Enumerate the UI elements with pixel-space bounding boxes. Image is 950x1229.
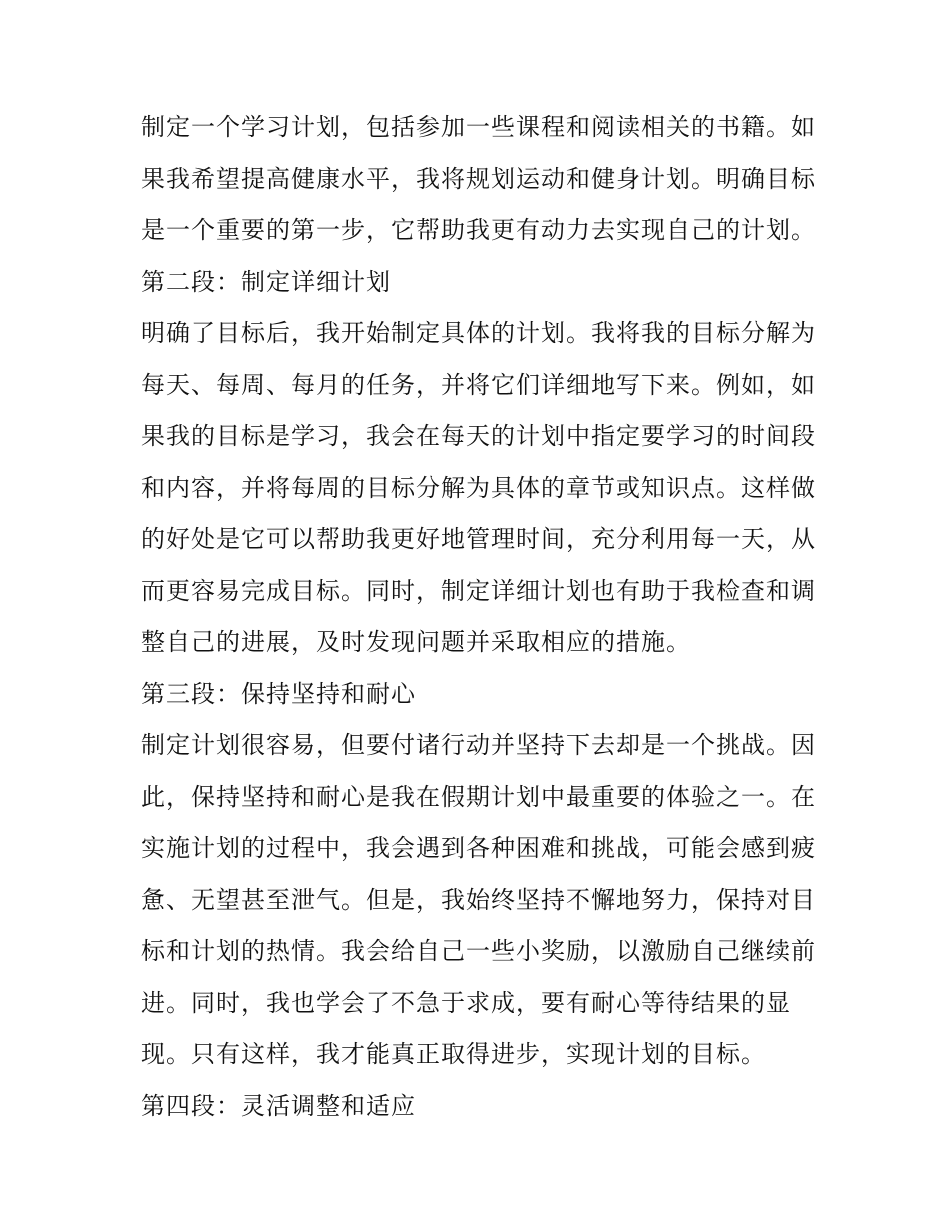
text-line: 整自己的进展，及时发现问题并采取相应的措施。	[141, 628, 691, 656]
document-body	[141, 102, 821, 1132]
text-line: 制定一个学习计划，包括参加一些课程和阅读相关的书籍。如	[141, 113, 816, 141]
text-line: 标和计划的热情。我会给自己一些小奖励，以激励自己继续前	[141, 937, 816, 965]
text-line: 此，保持坚持和耐心是我在假期计划中最重要的体验之一。在	[141, 782, 816, 811]
text-line: 制定计划很容易，但要付诸行动并坚持下去却是一个挑战。因	[141, 731, 816, 759]
text-line: 的好处是它可以帮助我更好地管理时间，充分利用每一天，从	[141, 525, 816, 553]
section-heading-2: 第二段：制定详细计划	[141, 267, 391, 296]
text-line: 惫、无望甚至泄气。但是，我始终坚持不懈地努力，保持对目	[141, 885, 816, 914]
section-heading-4: 第四段：灵活调整和适应	[141, 1091, 416, 1120]
text-line: 现。只有这样，我才能真正取得进步，实现计划的目标。	[141, 1040, 766, 1068]
text-line: 和内容，并将每周的目标分解为具体的章节或知识点。这样做	[141, 473, 816, 502]
text-line: 进。同时，我也学会了不急于求成，要有耐心等待结果的显	[141, 988, 791, 1017]
text-line: 每天、每周、每月的任务，并将它们详细地写下来。例如，如	[141, 370, 816, 399]
text-line: 果我的目标是学习，我会在每天的计划中指定要学习的时间段	[141, 422, 816, 450]
text-line: 是一个重要的第一步，它帮助我更有动力去实现自己的计划。	[141, 216, 816, 244]
text-line: 而更容易完成目标。同时，制定详细计划也有助于我检查和调	[141, 576, 816, 605]
text-line: 明确了目标后，我开始制定具体的计划。我将我的目标分解为	[141, 319, 816, 347]
text-line: 果我希望提高健康水平，我将规划运动和健身计划。明确目标	[141, 164, 816, 193]
text-line: 实施计划的过程中，我会遇到各种困难和挑战，可能会感到疲	[141, 834, 816, 862]
section-heading-3: 第三段：保持坚持和耐心	[141, 679, 416, 708]
